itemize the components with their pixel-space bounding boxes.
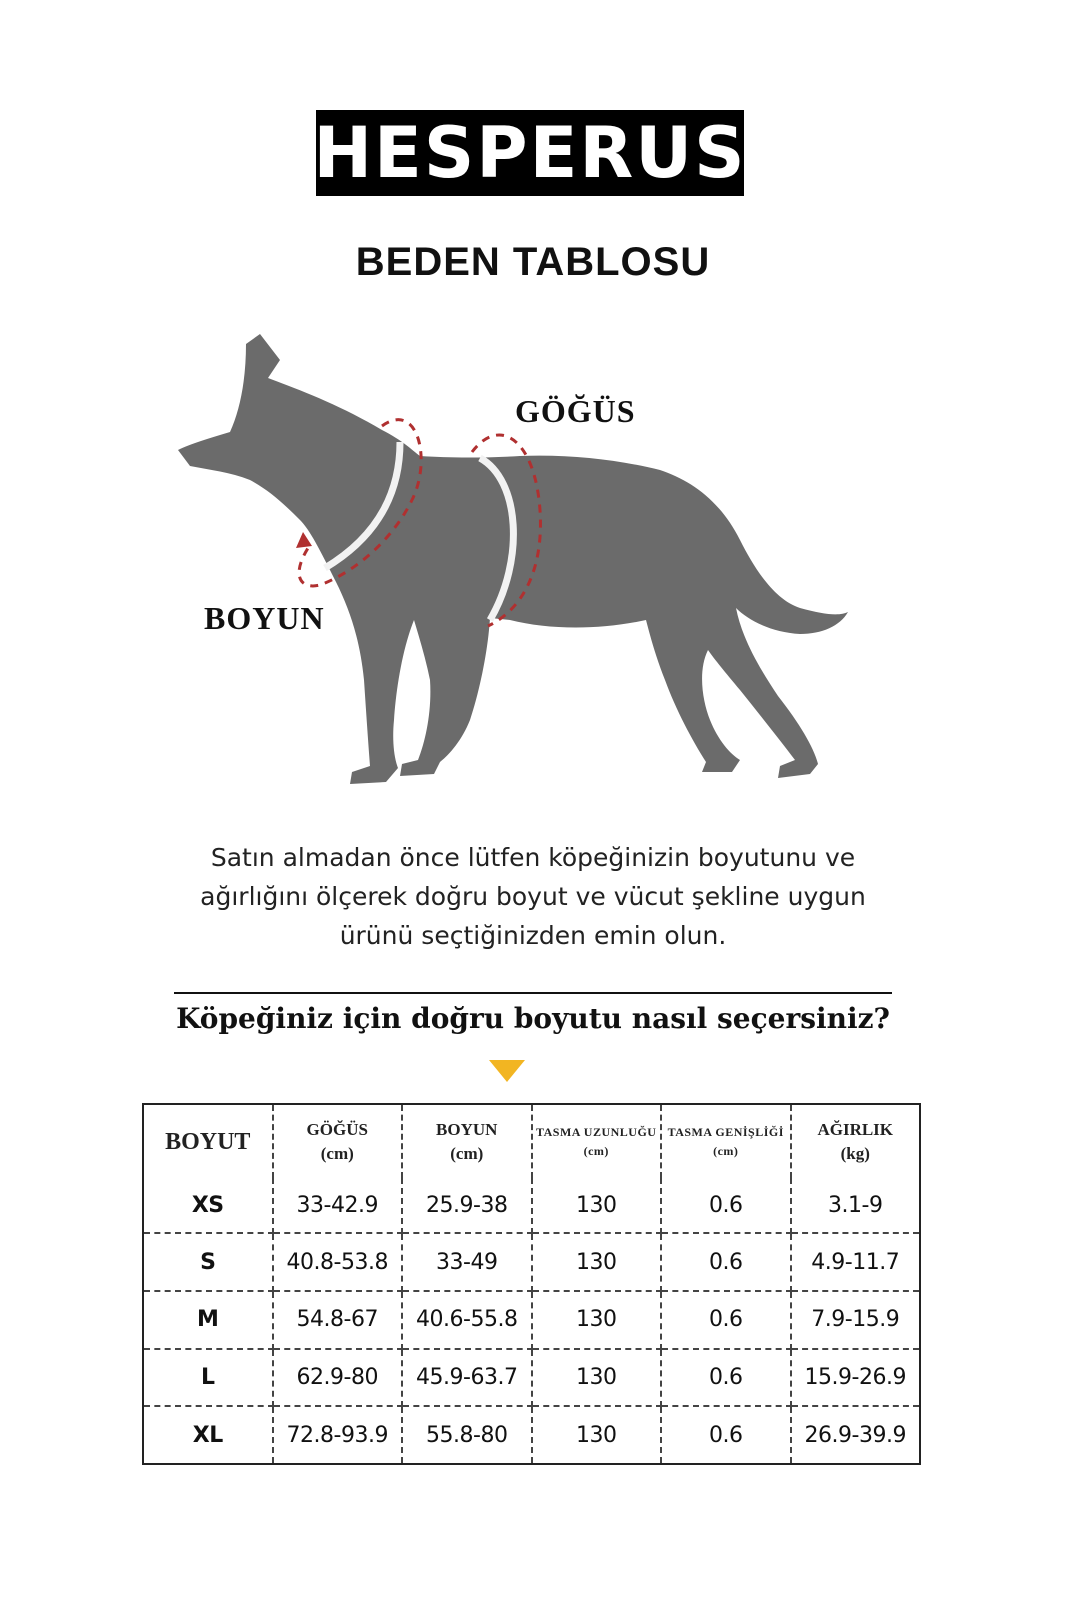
size-table [142, 1103, 921, 1465]
size-cell: XL [143, 1406, 273, 1464]
intro-line: ürünü seçtiğinizden emin olun. [339, 921, 727, 950]
divider [174, 992, 892, 994]
intro-line: Satın almadan önce lütfen köpeğinizin boyutunu ve [210, 843, 856, 872]
col-header-label: TASMA GENİŞLİĞİ [667, 1124, 784, 1139]
neck-cell: 25.9-38 [402, 1178, 532, 1233]
col-header-label: AĞIRLIK [817, 1119, 894, 1139]
neck-arrow-icon [296, 532, 312, 548]
neck-cell: 55.8-80 [402, 1406, 532, 1464]
weight-cell: 15.9-26.9 [791, 1349, 921, 1407]
col-header-label: BOYUT [165, 1128, 251, 1155]
table-row [143, 1349, 920, 1407]
intro-paragraph [140, 838, 926, 955]
col-header-label: GÖĞÜS [306, 1119, 368, 1139]
brand-logo: HESPERUS [313, 112, 747, 194]
col-header-size [143, 1104, 273, 1178]
leash-length-cell: 130 [532, 1349, 662, 1407]
col-header-chest [273, 1104, 403, 1178]
col-header-leash-length [532, 1104, 662, 1178]
weight-cell: 4.9-11.7 [791, 1233, 921, 1291]
down-arrow-icon [489, 1060, 525, 1082]
neck-cell: 45.9-63.7 [402, 1349, 532, 1407]
size-cell: XS [143, 1178, 273, 1233]
table-header-row [143, 1104, 920, 1178]
neck-cell: 40.6-55.8 [402, 1291, 532, 1349]
col-header-unit: (cm) [450, 1143, 484, 1163]
leash-width-cell: 0.6 [661, 1233, 791, 1291]
col-header-unit: (kg) [840, 1143, 870, 1163]
col-header-weight [791, 1104, 921, 1178]
table-row [143, 1291, 920, 1349]
size-cell: M [143, 1291, 273, 1349]
size-cell: L [143, 1349, 273, 1407]
chest-cell: 33-42.9 [273, 1178, 403, 1233]
table-row [143, 1233, 920, 1291]
leash-width-cell: 0.6 [661, 1406, 791, 1464]
weight-cell: 26.9-39.9 [804, 1422, 906, 1448]
leash-width-cell: 0.6 [661, 1178, 791, 1233]
weight-cell: 3.1-9 [791, 1178, 921, 1233]
col-header-leash-width [661, 1104, 791, 1178]
chest-cell: 72.8-93.9 [273, 1406, 403, 1464]
leash-length-cell: 130 [532, 1233, 662, 1291]
weight-cell: 7.9-15.9 [791, 1291, 921, 1349]
neck-label: BOYUN [204, 600, 325, 636]
col-header-label: BOYUN [436, 1119, 498, 1139]
intro-line: ağırlığını ölçerek doğru boyut ve vücut şekline uygun [200, 882, 866, 911]
leash-length-cell: 130 [532, 1178, 662, 1233]
page-title: BEDEN TABLOSU [355, 240, 711, 284]
size-cell: S [143, 1233, 273, 1291]
col-header-unit: (cm) [713, 1143, 739, 1158]
chest-label: GÖĞÜS [515, 393, 636, 429]
leash-length-cell: 130 [532, 1291, 662, 1349]
col-header-unit: (cm) [583, 1143, 609, 1158]
col-header-label: TASMA UZUNLUĞU [536, 1124, 657, 1139]
table-row [143, 1178, 920, 1233]
section-heading: Köpeğiniz için doğru boyutu nasıl seçersiniz? [176, 1002, 890, 1035]
chest-cell: 40.8-53.8 [273, 1233, 403, 1291]
chest-cell: 62.9-80 [273, 1349, 403, 1407]
dog-silhouette-illustration [150, 320, 870, 800]
col-header-neck [402, 1104, 532, 1178]
table-row [143, 1406, 920, 1464]
leash-length-cell: 130 [532, 1406, 662, 1464]
leash-width-cell: 0.6 [661, 1349, 791, 1407]
neck-cell: 33-49 [402, 1233, 532, 1291]
col-header-unit: (cm) [320, 1143, 354, 1163]
leash-width-cell: 0.6 [661, 1291, 791, 1349]
chest-cell: 54.8-67 [273, 1291, 403, 1349]
